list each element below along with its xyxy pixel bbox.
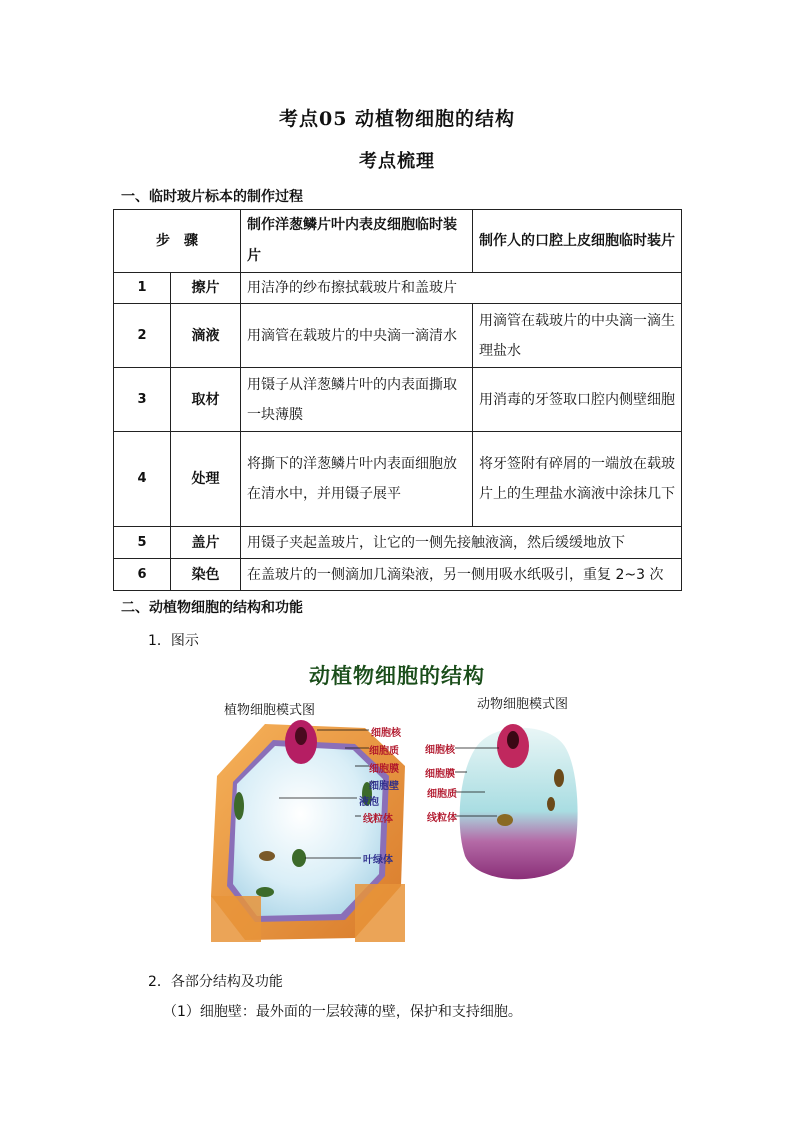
step-name: 滴液 — [171, 304, 241, 368]
step-number: 1 — [114, 273, 171, 304]
step-name: 取材 — [171, 368, 241, 432]
chloroplast — [292, 849, 306, 867]
chloroplast — [256, 887, 274, 897]
step-name: 处理 — [171, 432, 241, 527]
plant-part-label: 细胞壁 — [369, 781, 399, 792]
header-step: 步 骤 — [114, 210, 241, 273]
animal-part-label: 细胞质 — [427, 789, 457, 800]
item-2: 2．各部分结构及功能 — [148, 974, 283, 990]
step-text: 用镊子夹起盖玻片，让它的一侧先接触液滴，然后缓缓地放下 — [241, 527, 682, 559]
chloroplast — [234, 792, 244, 820]
plant-part-label: 线粒体 — [363, 814, 393, 825]
figure-title: 动植物细胞的结构 — [309, 664, 485, 688]
plant-part-label: 叶绿体 — [363, 855, 393, 866]
plant-nucleolus — [295, 727, 307, 745]
plant-part-label: 细胞膜 — [369, 764, 399, 775]
step-name: 擦片 — [171, 273, 241, 304]
step-name: 染色 — [171, 559, 241, 591]
item-2-1: （1）细胞壁：最外面的一层较薄的壁，保护和支持细胞。 — [163, 1004, 522, 1020]
animal-part-label: 细胞膜 — [425, 769, 455, 780]
section-heading-2: 二、动植物细胞的结构和功能 — [121, 600, 303, 616]
mitochondrion — [547, 797, 555, 811]
table-row — [114, 559, 682, 591]
table-row — [114, 304, 682, 368]
step-cheek: 将牙签附有碎屑的一端放在载玻片上的生理盐水滴液中涂抹几下 — [473, 432, 682, 527]
header-cheek: 制作人的口腔上皮细胞临时装片 — [473, 210, 682, 273]
step-onion: 将撕下的洋葱鳞片叶内表面细胞放在清水中，并用镊子展平 — [241, 432, 473, 527]
neighbor-cell-wall — [355, 884, 405, 942]
page-title: 考点05 动植物细胞的结构 — [278, 108, 516, 130]
steps-table — [113, 209, 682, 591]
plant-cell-label: 植物细胞模式图 — [224, 703, 316, 718]
mitochondrion — [259, 851, 275, 861]
table-row — [114, 273, 682, 304]
page-subtitle: 考点梳理 — [359, 151, 435, 172]
step-number: 3 — [114, 368, 171, 432]
step-cheek: 用消毒的牙签取口腔内侧壁细胞 — [473, 368, 682, 432]
plant-part-label: 细胞质 — [369, 746, 399, 757]
table-header-row — [114, 210, 682, 273]
step-text: 在盖玻片的一侧滴加几滴染液，另一侧用吸水纸吸引，重复 2~3 次 — [241, 559, 682, 591]
neighbor-cell-wall — [211, 896, 261, 942]
step-onion: 用滴管在载玻片的中央滴一滴清水 — [241, 304, 473, 368]
step-name: 盖片 — [171, 527, 241, 559]
table-row — [114, 432, 682, 527]
animal-cell-label: 动物细胞模式图 — [477, 697, 569, 712]
step-number: 6 — [114, 559, 171, 591]
plant-part-label: 细胞核 — [371, 728, 401, 739]
table-row — [114, 527, 682, 559]
animal-part-label: 细胞核 — [425, 745, 455, 756]
step-number: 4 — [114, 432, 171, 527]
animal-part-label: 线粒体 — [427, 813, 457, 824]
step-text: 用洁净的纱布擦拭载玻片和盖玻片 — [241, 273, 682, 304]
mitochondrion — [554, 769, 564, 787]
animal-cell-diagram — [455, 716, 583, 894]
section-heading-1: 一、临时玻片标本的制作过程 — [121, 189, 303, 205]
step-cheek: 用滴管在载玻片的中央滴一滴生理盐水 — [473, 304, 682, 368]
step-number: 2 — [114, 304, 171, 368]
header-onion: 制作洋葱鳞片叶内表皮细胞临时装片 — [241, 210, 473, 273]
plant-part-label: 液泡 — [359, 797, 379, 808]
item-1: 1．图示 — [148, 633, 199, 649]
mitochondrion — [497, 814, 513, 826]
step-number: 5 — [114, 527, 171, 559]
table-row — [114, 368, 682, 432]
step-onion: 用镊子从洋葱鳞片叶的内表面撕取一块薄膜 — [241, 368, 473, 432]
animal-nucleolus — [507, 731, 519, 749]
